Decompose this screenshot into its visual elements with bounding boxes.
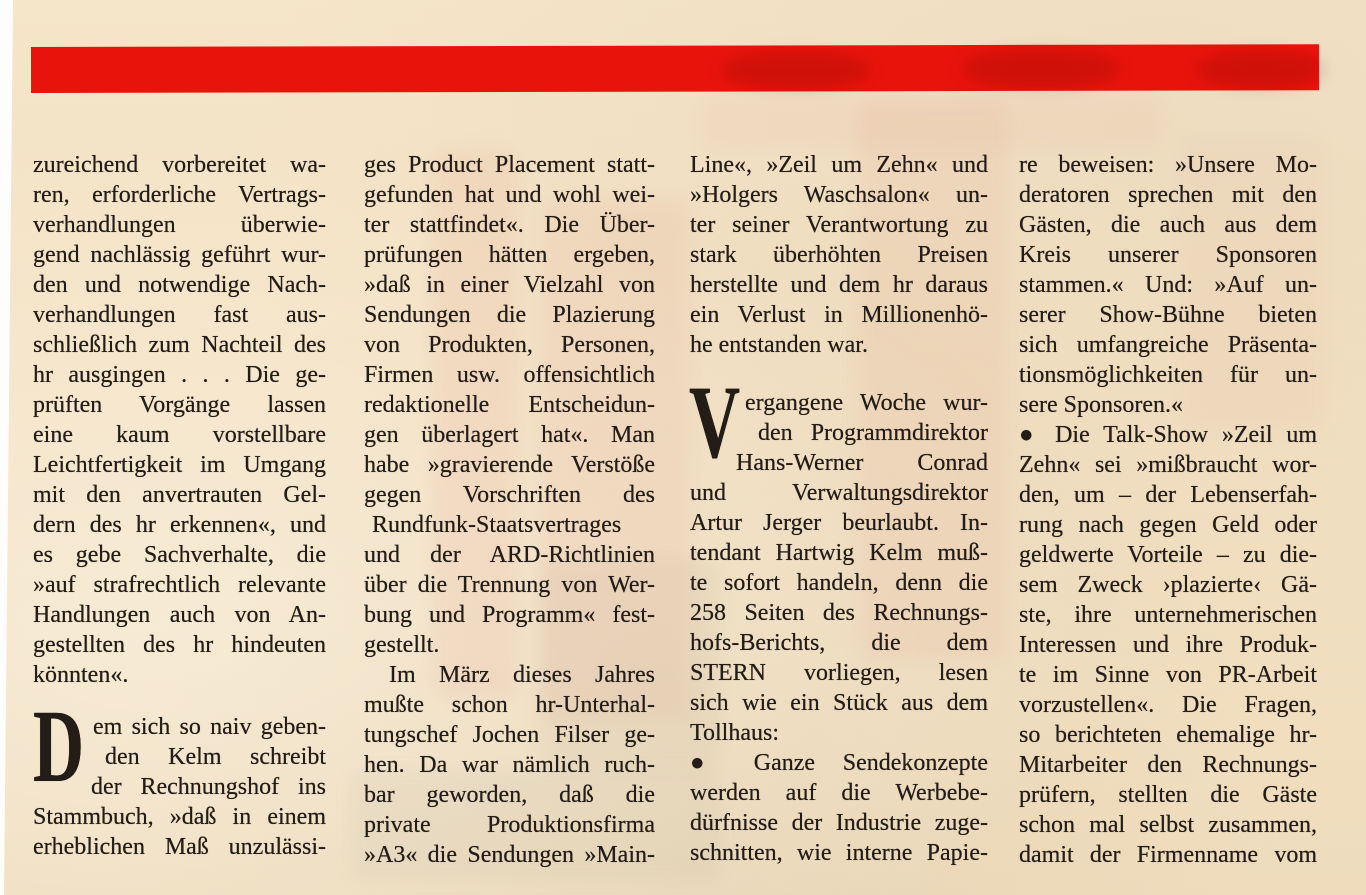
text-line: »daß in einer Vielzahl von [364,272,655,298]
text-line: verhandlungen überwie- [33,212,326,238]
text-line: bar geworden, daß die [364,782,655,808]
text-line: sere Sponsoren.« [1019,392,1183,418]
text-line: prüfern, stellten die Gäste [1019,782,1317,808]
text-line: ste, ihre unternehmerischen [1019,602,1317,628]
red-bar-showthrough [961,49,1121,89]
text-line: gegen Vorschriften des [364,482,655,508]
paragraph [1019,150,1317,870]
text-line: gefunden hat und wohl wei- [364,182,655,208]
text-line: erheblichen Maß unzulässi- [33,834,326,860]
text-line: und der ARD-Richtlinien [364,542,655,568]
text-line: herstellte und dem hr daraus [690,272,988,298]
text-line: Handlungen auch von An- [33,602,326,628]
text-line: Gästen, die auch aus dem [1019,212,1317,238]
text-line: he entstanden war. [690,332,868,358]
text-line: den Kelm schreibt [105,744,326,770]
text-line: serer Show-Bühne bieten [1019,302,1317,328]
text-line: deratoren sprechen mit den [1019,182,1317,208]
text-line: dürfnisse der Industrie zuge- [690,810,988,836]
text-column-2 [364,150,655,870]
text-line: ter stattfindet«. Die Über- [364,212,655,238]
text-line: ein Verlust in Millionenhö- [690,302,988,328]
text-line: prüften Vorgänge lassen [33,392,326,418]
text-line: mußte schon hr-Unterhal- [364,692,655,718]
paragraph-dropcap [33,689,326,862]
text-column-1 [33,150,326,862]
text-line: ges Product Placement statt- [364,152,655,178]
text-line: zureichend vorbereitet wa- [33,152,326,178]
text-line: gend nachlässig geführt wur- [33,242,326,268]
text-line: sich umfangreiche Präsenta- [1019,332,1317,358]
text-line: Artur Jerger beurlaubt. In- [690,510,988,536]
text-line: von Produkten, Personen, [364,332,655,358]
drop-cap-letter: V [689,365,741,480]
text-line: Leichtfertigkeit im Umgang [33,452,326,478]
text-line: rung nach gegen Geld oder [1019,512,1317,538]
text-line: bung und Programm« fest- [364,602,655,628]
text-line: Rundfunk-Staatsvertrages [372,512,622,538]
text-line: stammen.« Und: »Auf un- [1019,272,1317,298]
text-line: schließlich zum Nachteil des [33,332,326,358]
text-line: den, um – der Lebenserfah- [1019,482,1317,508]
text-line: Zehn« sei »mißbraucht wor- [1019,452,1317,478]
text-line: ren, erforderliche Vertrags- [33,182,326,208]
paragraph [690,150,988,360]
text-line: te im Sinne von PR-Arbeit [1019,662,1317,688]
text-line: gen überlagert hat«. Man [364,422,655,448]
text-line: der Rechnungshof ins [91,774,326,800]
text-line: Line«, »Zeil um Zehn« und [690,152,988,178]
text-line: verhandlungen fast aus- [33,302,326,328]
text-column-3 [690,150,988,868]
text-line: Interessen und ihre Produk- [1019,632,1317,658]
paragraph-dropcap [689,365,988,868]
text-line: em sich so naiv geben- [93,714,326,740]
text-line: es gebe Sachverhalte, die [33,542,326,568]
text-line: Im März dieses Jahres [389,662,655,688]
text-line: Sendungen die Plazierung [364,302,655,328]
text-line: so berichteten ehemalige hr- [1019,722,1317,748]
text-line: Kreis unserer Sponsoren [1019,242,1317,268]
text-line: vorzustellen«. Die Fragen, [1019,692,1317,718]
text-line: ter seiner Verantwortung zu [690,212,988,238]
text-line: re beweisen: »Unsere Mo- [1019,152,1317,178]
text-line: 258 Seiten des Rechnungs- [690,600,988,626]
paragraph [364,150,655,660]
text-line: Firmen usw. offensichtlich [364,362,655,388]
text-column-4 [1019,150,1317,870]
text-line: könnten«. [33,662,129,688]
text-line: tendant Hartwig Kelm muß- [690,540,988,566]
text-line: schon mal selbst zusammen, [1019,812,1317,838]
text-line: prüfungen hätten ergeben, [364,242,655,268]
masthead-red-bar [31,44,1319,93]
text-line: werden auf die Werbebe- [690,780,988,806]
text-line: Hans-Werner Conrad [736,450,988,476]
paragraph [33,150,326,690]
text-line: Mitarbeiter den Rechnungs- [1019,752,1317,778]
text-line: ● Die Talk-Show »Zeil um [1019,422,1317,448]
drop-cap-letter: D [33,689,85,804]
text-line: den Programmdirektor [758,420,988,446]
text-line: hr ausgingen . . . Die ge- [33,362,326,388]
text-line: hen. Da war nämlich ruch- [364,752,655,778]
text-line: tungschef Jochen Filser ge- [364,722,655,748]
text-line: hofs-Berichts, die dem [690,630,988,656]
text-line: Tollhaus: [690,720,779,746]
text-line: tionsmöglichkeiten für un- [1019,362,1317,388]
text-line: »auf strafrechtlich relevante [33,572,326,598]
text-line: gestellten des hr hindeuten [33,632,326,658]
text-line: sem Zweck ›plazierte‹ Gä- [1019,572,1317,598]
paragraph [364,660,655,870]
text-line: »A3« die Sendungen »Main- [364,842,655,868]
text-line: redaktionelle Entscheidun- [364,392,655,418]
text-line: gestellt. [364,632,440,658]
text-line: te sofort handeln, denn die [690,570,988,596]
text-line: dern des hr erkennen«, und [33,512,326,538]
red-bar-showthrough [721,51,871,89]
text-line: eine kaum vorstellbare [33,422,326,448]
text-line: geldwerte Vorteile – zu die- [1019,542,1317,568]
text-line: den und notwendige Nach- [33,272,326,298]
text-line: ● Ganze Sendekonzepte [690,750,988,776]
text-line: stark überhöhten Preisen [690,242,988,268]
text-line: ergangene Woche wur- [745,390,988,416]
text-line: »Holgers Waschsalon« un- [690,182,988,208]
text-line: und Verwaltungsdirektor [690,480,988,506]
scan-edge [0,0,14,895]
text-line: mit den anvertrauten Gel- [33,482,326,508]
text-line: private Produktionsfirma [364,812,655,838]
text-line: Stammbuch, »daß in einem [33,804,326,830]
text-line: STERN vorliegen, lesen [690,660,988,686]
text-line: damit der Firmenname vom [1019,842,1317,868]
text-line: habe »gravierende Verstöße [364,452,655,478]
text-line: über die Trennung von Wer- [364,572,655,598]
red-bar-showthrough [1196,50,1326,88]
text-line: sich wie ein Stück aus dem [690,690,988,716]
text-line: schnitten, wie interne Papie- [690,840,988,866]
